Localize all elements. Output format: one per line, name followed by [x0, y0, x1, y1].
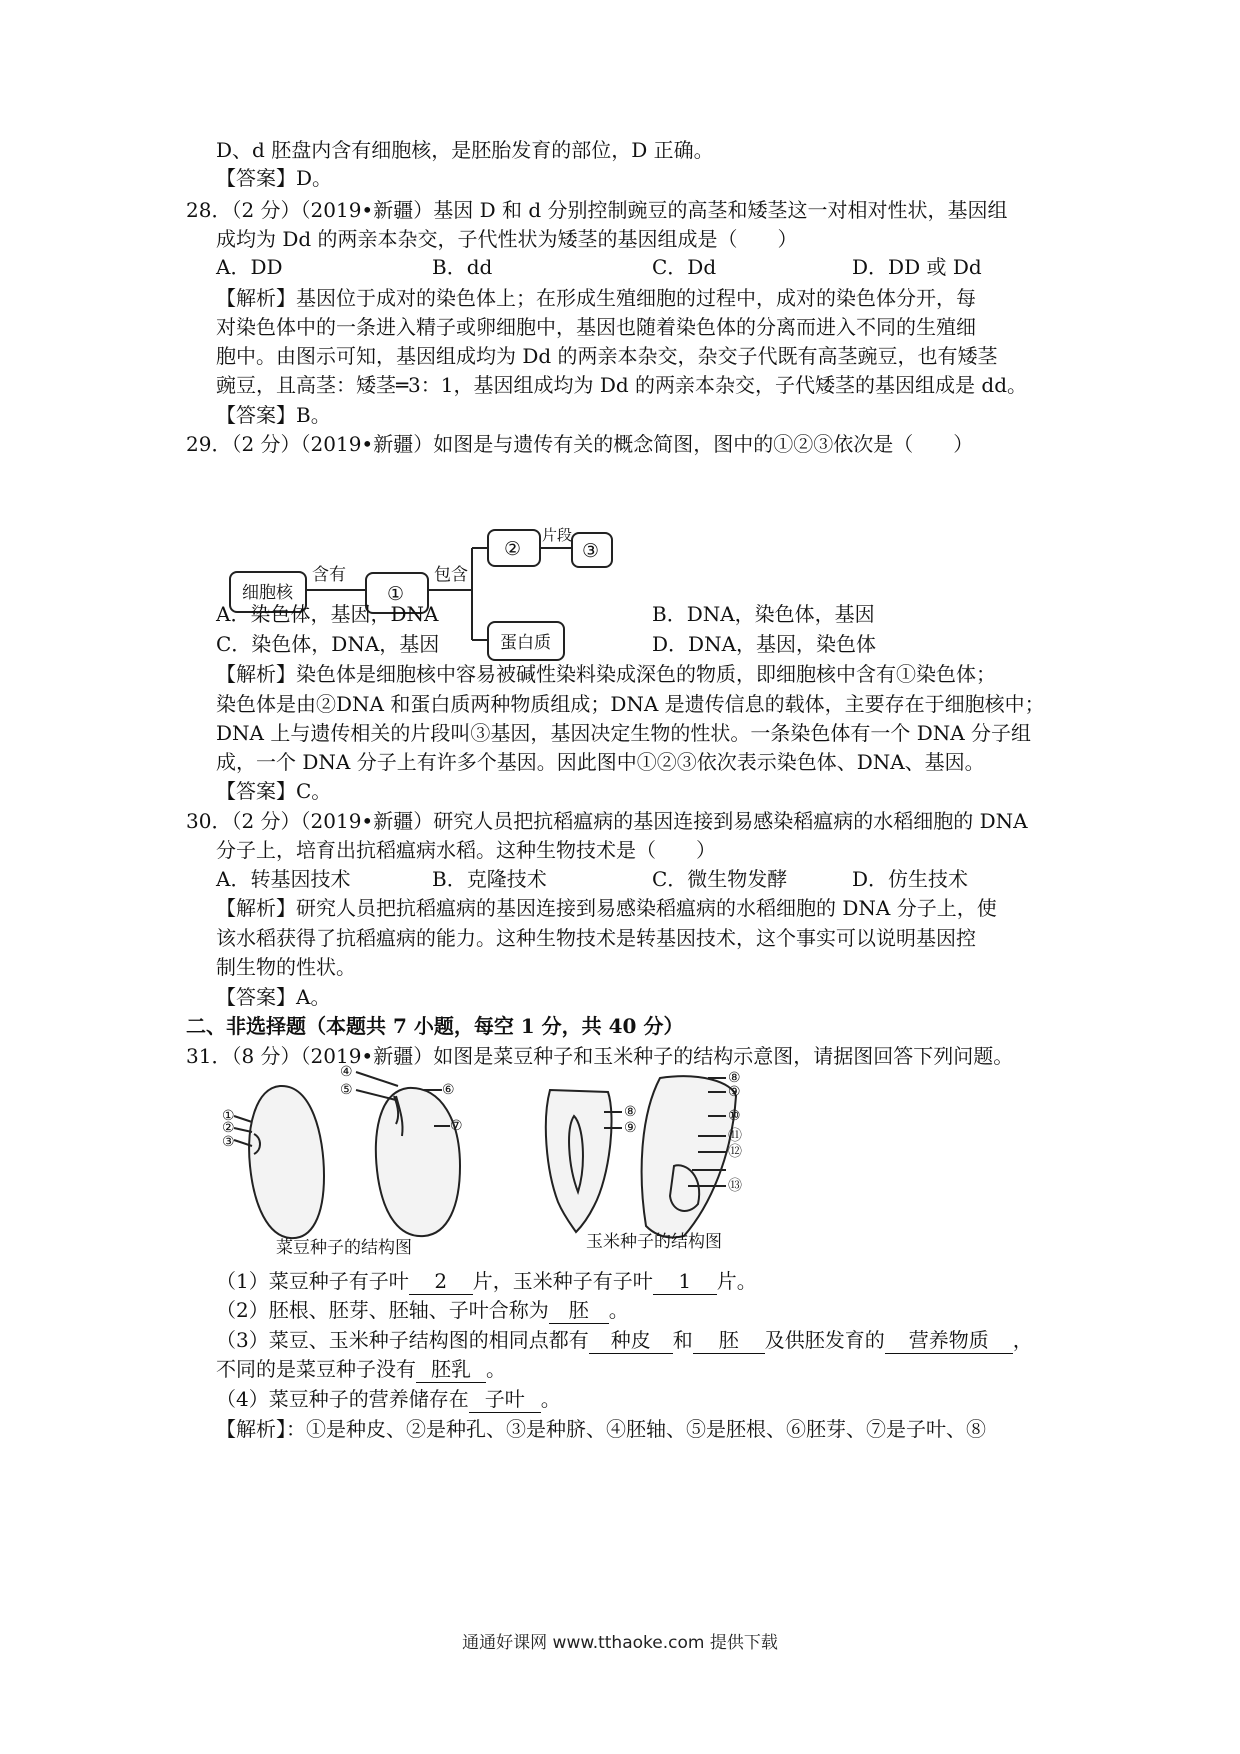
diagram-label-includes: 包含	[434, 565, 468, 585]
question-31-part-3b	[216, 1353, 506, 1385]
blank-answer: 胚乳	[416, 1356, 486, 1383]
answer-line: 【答案】B。	[216, 403, 331, 427]
option-c: C．微生物发酵	[652, 867, 788, 891]
blank-answer: 2	[409, 1268, 473, 1295]
blank-answer: 胚	[693, 1327, 765, 1354]
seed-label: ③	[222, 1134, 235, 1150]
question-28-stem-2: 成均为 Dd 的两亲本杂交，子代性状为矮茎的基因组成是（ ）	[216, 227, 798, 251]
text: 及供胚发育的	[764, 1328, 885, 1352]
corn-caption: 玉米种子的结构图	[586, 1232, 722, 1252]
option-d: D．仿生技术	[852, 867, 969, 891]
seed-label: ⑨	[728, 1084, 741, 1100]
section-heading: 二、非选择题（本题共 7 小题，每空 1 分，共 40 分）	[186, 1014, 684, 1038]
seed-label: ⑧	[624, 1104, 637, 1120]
bean-caption: 菜豆种子的结构图	[276, 1238, 412, 1258]
seed-label: ⑤	[340, 1082, 353, 1098]
answer-line	[216, 162, 332, 194]
question-28-stem: 28．（2 分）（2019•新疆）基因 D 和 d 分别控制豌豆的高茎和矮茎这一对相对性状，基因组	[186, 198, 1008, 222]
text: 片。	[716, 1269, 757, 1293]
question-29-stem: 29．（2 分）（2019•新疆）如图是与遗传有关的概念简图，图中的①②③依次是（ ）	[186, 432, 974, 456]
explanation-line: 豌豆，且高茎：矮茎═3：1，基因组成均为 Dd 的两亲本杂交，子代矮茎的基因组成是 dd。	[216, 373, 1028, 397]
bean-seed-whole	[234, 1086, 324, 1238]
question-31-part-3	[216, 1324, 1033, 1356]
page-footer: 通通好课网 www.tthaoke.com 提供下载	[462, 1633, 778, 1653]
seed-label: ②	[222, 1120, 235, 1136]
option-c: C．Dd	[652, 255, 717, 279]
text: （3）菜豆、玉米种子结构图的相同点都有	[216, 1328, 589, 1352]
explanation-line: DNA 上与遗传相关的片段叫③基因，基因决定生物的性状。一条染色体有一个 DNA 分子组	[216, 721, 1032, 745]
option-a: A．转基因技术	[216, 867, 351, 891]
diagram-label-nucleus: 细胞核	[242, 583, 293, 603]
seed-label: ⑬	[728, 1178, 742, 1194]
text: （2）胚根、胚芽、胚轴、子叶合称为	[216, 1298, 549, 1322]
diagram-label-segment: 片段	[542, 526, 573, 544]
explanation-line: 成，一个 DNA 分子上有许多个基因。因此图中①②③依次表示染色体、DNA、基因。	[216, 750, 985, 774]
blank-answer: 种皮	[589, 1327, 673, 1354]
option-d: D．DNA，基因，染色体	[652, 632, 877, 656]
option-c: C．染色体，DNA，基因	[216, 632, 440, 656]
question-31-part-2	[216, 1294, 629, 1326]
explanation-line: 【解析】：①是种皮、②是种孔、③是种脐、④胚轴、⑤是胚根、⑥胚芽、⑦是子叶、⑧	[216, 1417, 986, 1441]
explanation-line: 【解析】染色体是细胞核中容易被碱性染料染成深色的物质，即细胞核中含有①染色体；	[216, 662, 996, 686]
diagram-label-3: ③	[582, 540, 600, 562]
blank-answer: 胚	[549, 1297, 609, 1324]
text: 。	[608, 1298, 629, 1322]
explanation-line: 胞中。由图示可知，基因组成均为 Dd 的两亲本杂交，杂交子代既有高茎豌豆，也有矮茎	[216, 344, 998, 368]
text: （1）菜豆种子有子叶	[216, 1269, 409, 1293]
explanation-line: 制生物的性状。	[216, 955, 356, 979]
text: 和	[672, 1328, 693, 1352]
blank-answer: 营养物质	[885, 1327, 1013, 1354]
text: （4）菜豆种子的营养储存在	[216, 1387, 469, 1411]
seed-label: ⑩	[728, 1108, 741, 1124]
blank-answer: 1	[653, 1268, 717, 1295]
seed-label: ⑨	[624, 1120, 637, 1136]
option-b: B．DNA，染色体，基因	[652, 602, 875, 626]
question-31-part-1	[216, 1265, 757, 1297]
seed-label: ①	[222, 1108, 235, 1124]
text-line: D、d 胚盘内含有细胞核，是胚胎发育的部位，D 正确。	[216, 138, 714, 162]
diagram-label-protein: 蛋白质	[500, 633, 551, 653]
option-a: A．DD	[216, 255, 283, 279]
question-30-stem-2: 分子上，培育出抗稻瘟病水稻。这种生物技术是（ ）	[216, 838, 716, 862]
question-30-stem: 30．（2 分）（2019•新疆）研究人员把抗稻瘟病的基因连接到易感染稻瘟病的水稻细胞的 DNA	[186, 809, 1028, 833]
explanation-line: 该水稻获得了抗稻瘟病的能力。这种生物技术是转基因技术，这个事实可以说明基因控	[216, 926, 976, 950]
diagram-label-contains: 含有	[312, 565, 346, 585]
text: 不同的是菜豆种子没有	[216, 1357, 416, 1381]
corn-seed-front	[546, 1090, 622, 1232]
diagram-label-2: ②	[504, 538, 522, 560]
explanation-line: 对染色体中的一条进入精子或卵细胞中，基因也随着染色体的分离而进入不同的生殖细	[216, 315, 976, 339]
text: 。	[486, 1357, 506, 1381]
question-31-stem: 31．（8 分）（2019•新疆）如图是菜豆种子和玉米种子的结构示意图，请据图回答下列问题。	[186, 1044, 1014, 1068]
option-b: B．克隆技术	[432, 867, 547, 891]
diagram-label-1: ①	[387, 583, 405, 605]
question-31-part-4	[216, 1383, 561, 1415]
text: 片，玉米种子有子叶	[472, 1269, 653, 1293]
explanation-line: 【解析】基因位于成对的染色体上；在形成生殖细胞的过程中，成对的染色体分开，每	[216, 286, 976, 310]
option-d: D．DD 或 Dd	[852, 255, 982, 279]
text: ，	[1012, 1328, 1033, 1352]
text: 。	[540, 1387, 561, 1411]
option-b: B．dd	[432, 255, 493, 279]
answer-line: 【答案】C。	[216, 779, 332, 803]
answer-line: 【答案】A。	[216, 985, 331, 1009]
seed-label: ⑦	[450, 1118, 463, 1134]
corn-seed-section	[642, 1076, 736, 1237]
seed-label: ⑥	[442, 1082, 455, 1098]
seed-label: ⑪	[728, 1128, 742, 1144]
seed-label: ④	[340, 1064, 353, 1080]
explanation-line: 【解析】研究人员把抗稻瘟病的基因连接到易感染稻瘟病的水稻细胞的 DNA 分子上，使	[216, 896, 997, 920]
answer-text: 【答案】D。	[216, 166, 333, 190]
option-a: A．染色体，基因，DNA	[216, 602, 439, 626]
blank-answer: 子叶	[469, 1386, 541, 1413]
seed-structure-figure	[222, 1064, 868, 1246]
seed-label: ⑧	[728, 1070, 741, 1086]
explanation-line: 染色体是由②DNA 和蛋白质两种物质组成；DNA 是遗传信息的载体，主要存在于细胞核中；	[216, 692, 1045, 716]
seed-label: ⑫	[728, 1144, 742, 1160]
